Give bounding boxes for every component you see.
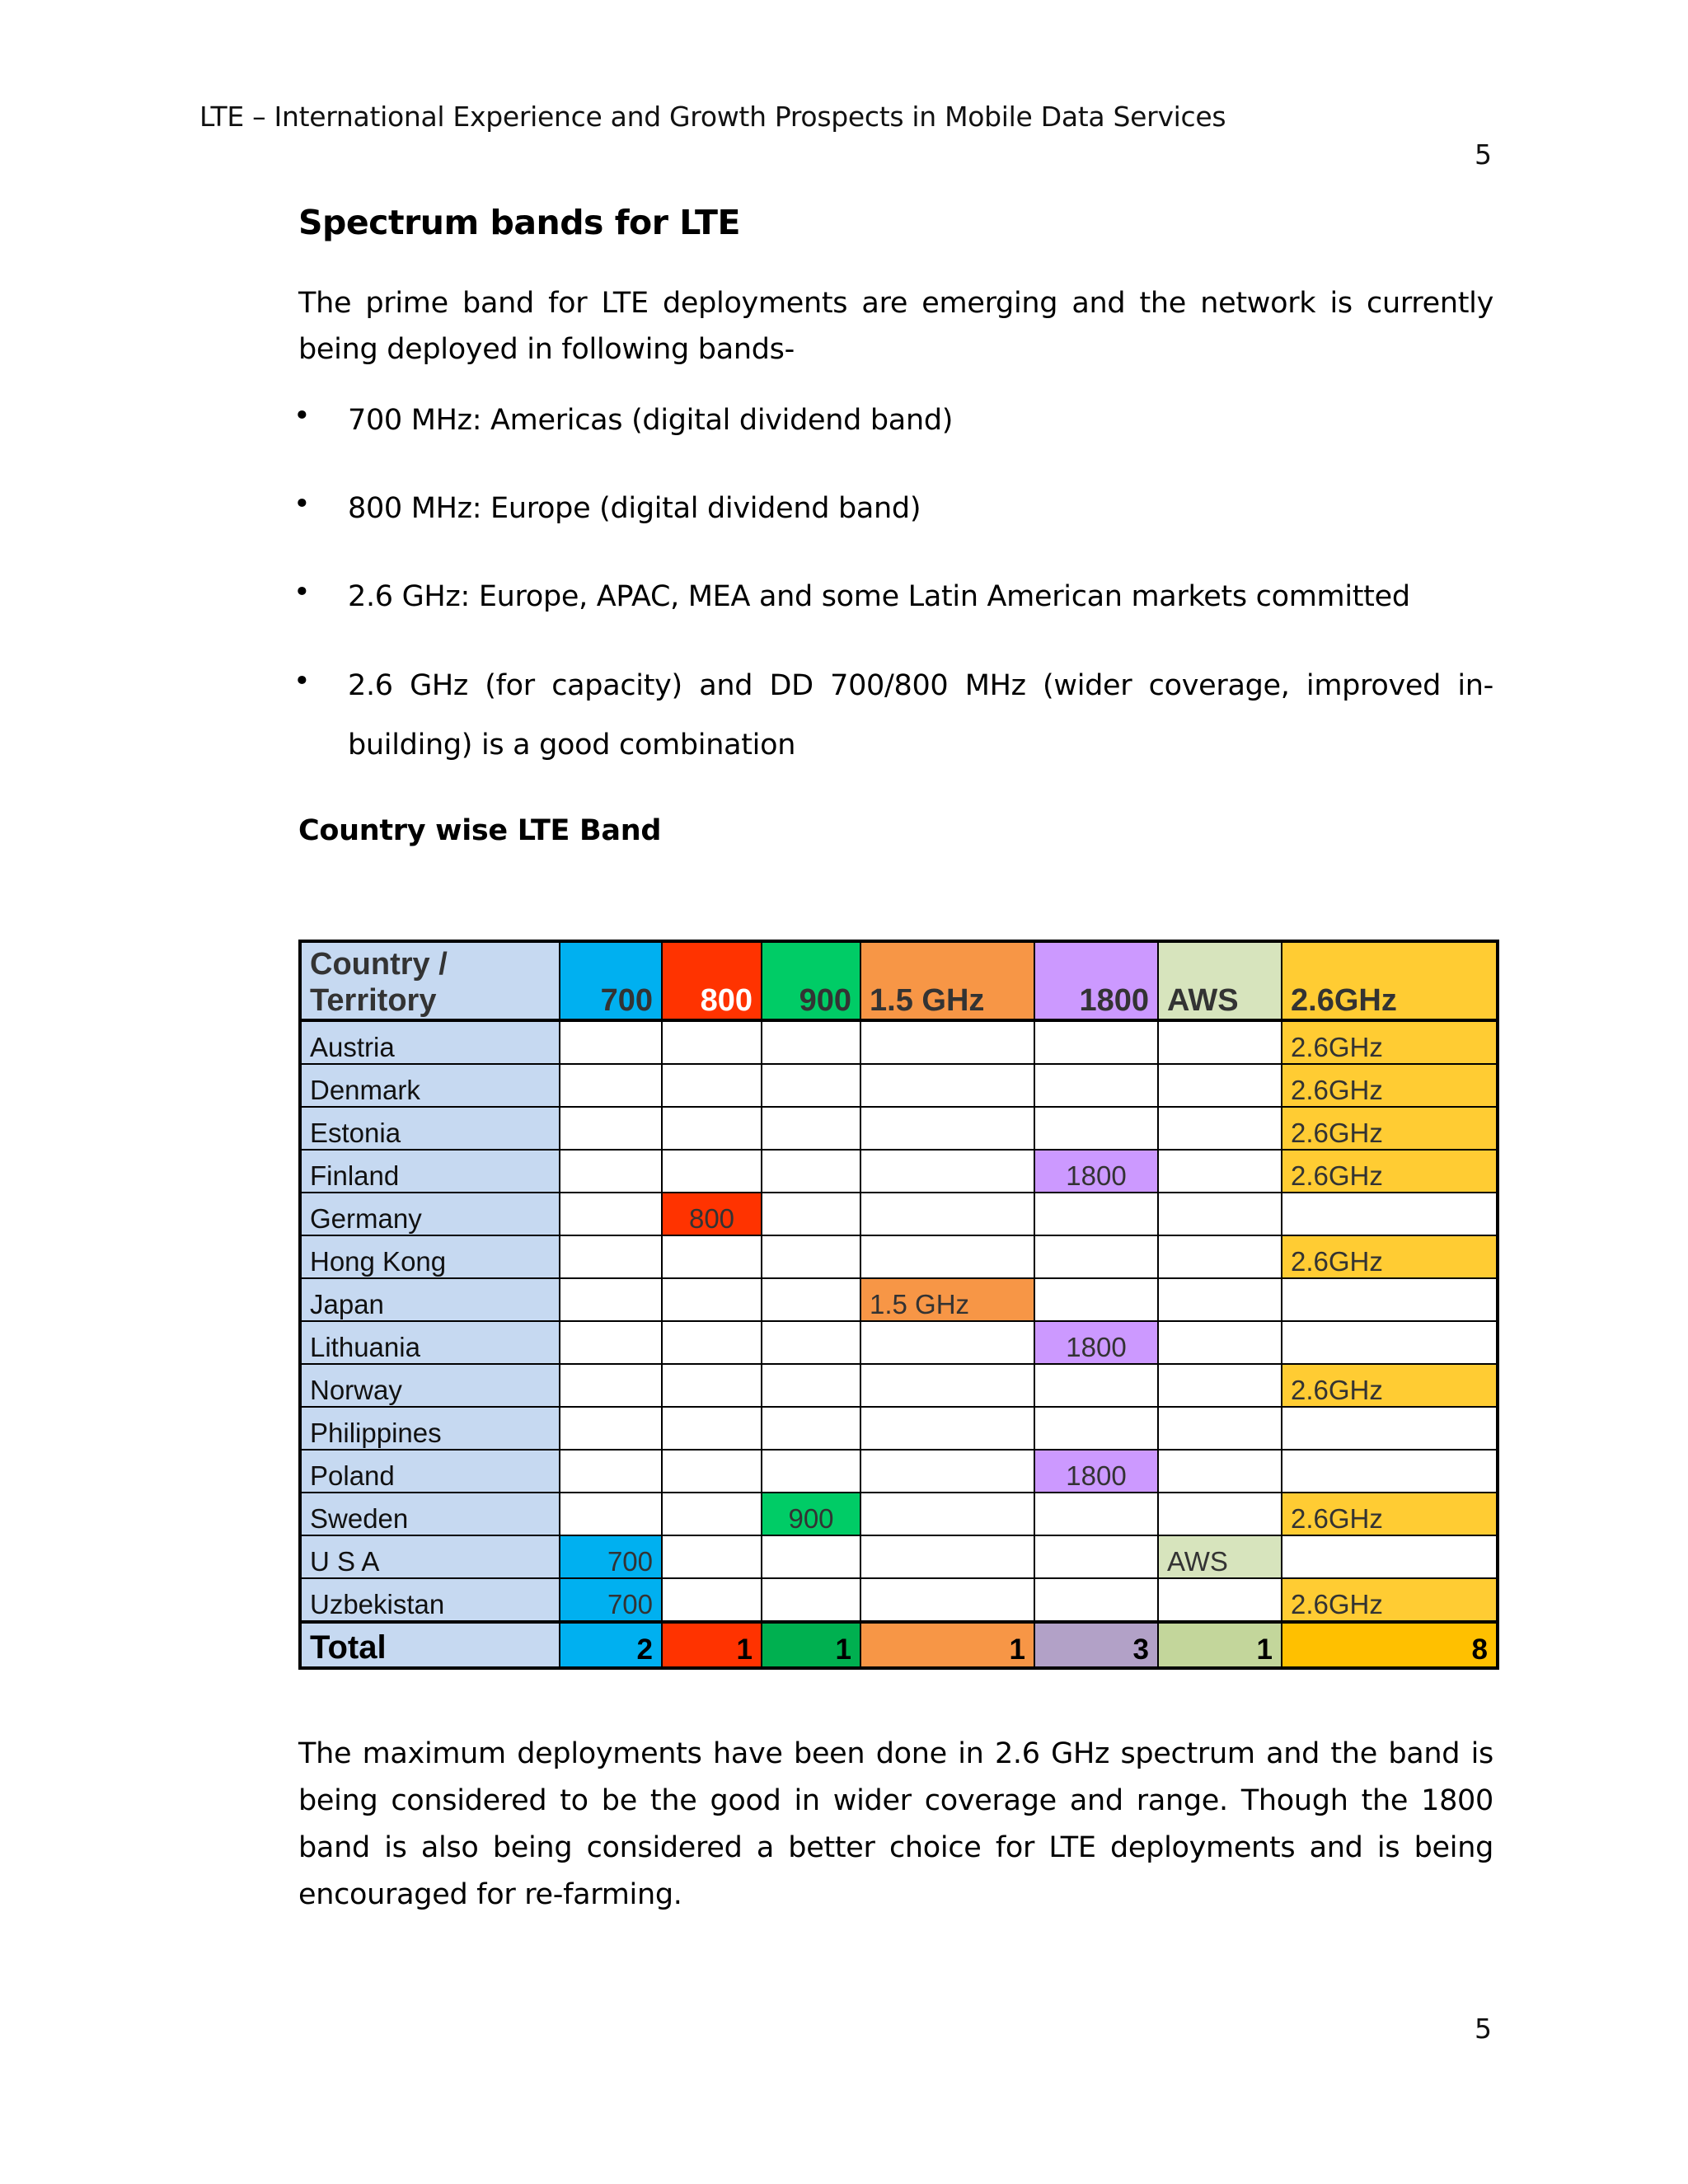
column-header-1800: 1800 [1034, 941, 1158, 1020]
table-row [300, 1535, 1498, 1578]
band-cell [1034, 1235, 1158, 1278]
band-cell [860, 1364, 1034, 1407]
band-cell [662, 1535, 762, 1578]
band-cell: 2.6GHz [1282, 1235, 1498, 1278]
table-heading: Country wise LTE Band [298, 814, 662, 847]
band-cell [860, 1535, 1034, 1578]
column-header-800: 800 [662, 941, 762, 1020]
country-cell: Finland [300, 1150, 560, 1193]
band-cell [1282, 1193, 1498, 1235]
band-cell [1158, 1407, 1282, 1450]
page-number-top: 5 [1475, 138, 1492, 171]
table-row [300, 1020, 1498, 1064]
column-header-2-6ghz: 2.6GHz [1282, 941, 1498, 1020]
band-cell [560, 1450, 662, 1493]
table-row [300, 1235, 1498, 1278]
conclusion-paragraph: The maximum deployments have been done in 2.6 GHz spectrum and the band is being considered to be the good in wider coverage and range. Though the 1800 band is also being considered a better choice for LTE deployments and is being encouraged for re-farming. [298, 1737, 1493, 1911]
band-cell [762, 1321, 860, 1364]
band-cell: 2.6GHz [1282, 1578, 1498, 1622]
band-cell [860, 1107, 1034, 1150]
band-cell [662, 1107, 762, 1150]
band-cell: 700 [560, 1535, 662, 1578]
band-cell: 2.6GHz [1282, 1364, 1498, 1407]
band-cell [1282, 1535, 1498, 1578]
band-cell [1034, 1107, 1158, 1150]
band-cell: 700 [560, 1578, 662, 1622]
band-cell [662, 1407, 762, 1450]
band-cell [1158, 1235, 1282, 1278]
band-cell [860, 1064, 1034, 1107]
bullet-item-combination: 2.6 GHz (for capacity) and DD 700/800 MHz (wider coverage, improved in-building) is a good combination [348, 669, 1493, 762]
band-cell: 1800 [1034, 1321, 1158, 1364]
band-cell [662, 1450, 762, 1493]
country-cell: Uzbekistan [300, 1578, 560, 1622]
country-cell: Austria [300, 1020, 560, 1064]
band-cell [560, 1193, 662, 1235]
band-cell: AWS [1158, 1535, 1282, 1578]
band-cell [762, 1107, 860, 1150]
band-cell [860, 1193, 1034, 1235]
band-cell [762, 1064, 860, 1107]
band-cell [860, 1578, 1034, 1622]
bullet-marker: • [293, 576, 311, 609]
band-cell [762, 1235, 860, 1278]
country-cell: Philippines [300, 1407, 560, 1450]
table-row [300, 1364, 1498, 1407]
table-row [300, 1107, 1498, 1150]
band-cell [662, 1364, 762, 1407]
band-cell [762, 1450, 860, 1493]
band-cell [1034, 1364, 1158, 1407]
band-cell [1034, 1020, 1158, 1064]
band-cell [662, 1578, 762, 1622]
band-cell [560, 1107, 662, 1150]
table-row [300, 1064, 1498, 1107]
band-cell [1034, 1407, 1158, 1450]
total-1-5ghz: 1 [860, 1622, 1034, 1668]
band-cell [860, 1407, 1034, 1450]
band-cell [560, 1020, 662, 1064]
band-cell [1158, 1450, 1282, 1493]
band-cell [1034, 1064, 1158, 1107]
band-cell [1282, 1278, 1498, 1321]
band-cell [560, 1407, 662, 1450]
band-cell [662, 1064, 762, 1107]
band-cell [1158, 1107, 1282, 1150]
total-1800: 3 [1034, 1622, 1158, 1668]
country-cell: U S A [300, 1535, 560, 1578]
table-row [300, 1193, 1498, 1235]
table-row [300, 1578, 1498, 1622]
band-cell [662, 1150, 762, 1193]
band-cell [1282, 1321, 1498, 1364]
band-cell [560, 1150, 662, 1193]
band-cell [762, 1020, 860, 1064]
band-cell [1158, 1364, 1282, 1407]
table-row [300, 1321, 1498, 1364]
band-cell: 1.5 GHz [860, 1278, 1034, 1321]
band-cell [1158, 1493, 1282, 1535]
band-cell [1158, 1150, 1282, 1193]
bullet-item-2-6ghz: 2.6 GHz: Europe, APAC, MEA and some Latin American markets committed [348, 580, 1410, 613]
country-cell: Japan [300, 1278, 560, 1321]
band-cell: 800 [662, 1193, 762, 1235]
band-cell [662, 1235, 762, 1278]
band-cell [1158, 1020, 1282, 1064]
section-title: Spectrum bands for LTE [298, 203, 741, 242]
country-cell: Norway [300, 1364, 560, 1407]
country-band-table [298, 940, 1499, 1670]
intro-paragraph: The prime band for LTE deployments are emerging and the network is currently being deployed in following bands- [298, 287, 1493, 366]
band-cell [1158, 1064, 1282, 1107]
table-row [300, 1150, 1498, 1193]
bullet-item-700mhz: 700 MHz: Americas (digital dividend band) [348, 404, 954, 437]
band-cell: 2.6GHz [1282, 1150, 1498, 1193]
band-cell [560, 1364, 662, 1407]
band-cell [662, 1321, 762, 1364]
band-cell [1034, 1493, 1158, 1535]
band-cell: 2.6GHz [1282, 1107, 1498, 1150]
band-cell [860, 1321, 1034, 1364]
band-cell [762, 1193, 860, 1235]
table-row [300, 1493, 1498, 1535]
total-label: Total [300, 1622, 560, 1668]
band-cell [1034, 1193, 1158, 1235]
country-cell: Germany [300, 1193, 560, 1235]
country-cell: Lithuania [300, 1321, 560, 1364]
band-cell [762, 1364, 860, 1407]
band-cell [560, 1235, 662, 1278]
country-cell: Poland [300, 1450, 560, 1493]
band-cell [762, 1407, 860, 1450]
band-cell [662, 1278, 762, 1321]
column-header-aws: AWS [1158, 941, 1282, 1020]
total-800: 1 [662, 1622, 762, 1668]
bullet-marker: • [293, 488, 311, 521]
band-cell [860, 1235, 1034, 1278]
total-700: 2 [560, 1622, 662, 1668]
total-aws: 1 [1158, 1622, 1282, 1668]
total-900: 1 [762, 1622, 860, 1668]
column-header-1-5ghz: 1.5 GHz [860, 941, 1034, 1020]
table-row [300, 1450, 1498, 1493]
band-cell: 1800 [1034, 1150, 1158, 1193]
band-cell [1158, 1278, 1282, 1321]
bullet-item-800mhz: 800 MHz: Europe (digital dividend band) [348, 492, 921, 525]
band-cell [860, 1020, 1034, 1064]
band-cell [860, 1450, 1034, 1493]
country-cell: Sweden [300, 1493, 560, 1535]
running-header: LTE – International Experience and Growth Prospects in Mobile Data Services [199, 101, 1226, 133]
band-cell [1282, 1450, 1498, 1493]
table-row [300, 1278, 1498, 1321]
column-header-country: Country / Territory [300, 941, 560, 1020]
band-cell [560, 1064, 662, 1107]
bullet-marker: • [293, 400, 311, 433]
band-cell: 1800 [1034, 1450, 1158, 1493]
column-header-700: 700 [560, 941, 662, 1020]
country-cell: Estonia [300, 1107, 560, 1150]
band-cell [560, 1278, 662, 1321]
total-row [300, 1622, 1498, 1668]
band-cell [860, 1150, 1034, 1193]
table-row [300, 1407, 1498, 1450]
country-cell: Denmark [300, 1064, 560, 1107]
country-cell: Hong Kong [300, 1235, 560, 1278]
page-number-bottom: 5 [1475, 2013, 1492, 2045]
column-header-900: 900 [762, 941, 860, 1020]
band-cell [560, 1493, 662, 1535]
band-cell [560, 1321, 662, 1364]
band-cell [662, 1020, 762, 1064]
band-cell [1034, 1535, 1158, 1578]
band-cell: 900 [762, 1493, 860, 1535]
band-cell [860, 1493, 1034, 1535]
band-cell [762, 1578, 860, 1622]
band-cell [1158, 1193, 1282, 1235]
band-cell: 2.6GHz [1282, 1493, 1498, 1535]
band-cell [762, 1535, 860, 1578]
band-cell [1158, 1578, 1282, 1622]
band-cell [662, 1493, 762, 1535]
band-cell: 2.6GHz [1282, 1064, 1498, 1107]
table-header-row [300, 941, 1498, 1020]
band-cell [1034, 1578, 1158, 1622]
total-2-6ghz: 8 [1282, 1622, 1498, 1668]
band-cell [762, 1150, 860, 1193]
band-cell [1158, 1321, 1282, 1364]
bullet-marker: • [293, 665, 311, 698]
band-cell [1034, 1278, 1158, 1321]
band-cell [762, 1278, 860, 1321]
band-cell [1282, 1407, 1498, 1450]
band-cell: 2.6GHz [1282, 1020, 1498, 1064]
